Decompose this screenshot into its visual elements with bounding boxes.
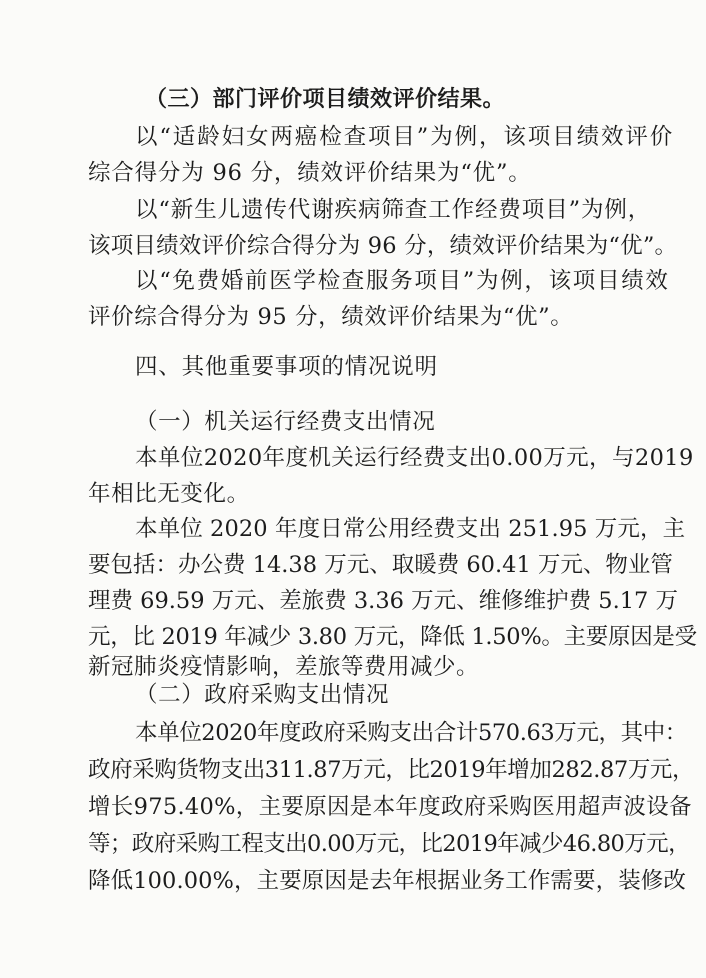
paragraph-line: 要包括：办公费 14.38 万元、取暖费 60.41 万元、物业管: [88, 552, 673, 578]
paragraph-line: 等；政府采购工程支出0.00万元，比2019年减少46.80万元，: [88, 831, 690, 857]
paragraph-line: 增长975.40%，主要原因是本年度政府采购医用超声波设备: [88, 794, 692, 820]
paragraph-line: 年相比无变化。: [88, 481, 250, 507]
paragraph-line: 评价综合得分为 95 分，绩效评价结果为“优”。: [88, 304, 574, 330]
paragraph-line: 理费 69.59 万元、差旅费 3.36 万元、维修维护费 5.17 万: [88, 588, 679, 614]
paragraph-line: 本单位2020年度政府采购支出合计570.63万元，其中：: [135, 720, 687, 746]
paragraph-line: 该项目绩效评价综合得分为 96 分，绩效评价结果为“优”。: [88, 233, 678, 259]
paragraph-line: 综合得分为 96 分，绩效评价结果为“优”。: [88, 160, 532, 186]
paragraph-line: 本单位2020年度机关运行经费支出0.00万元，与2019: [135, 445, 694, 471]
paragraph-line: 以“免费婚前医学检查服务项目”为例，该项目绩效: [135, 268, 670, 294]
paragraph-line: 元，比 2019 年减少 3.80 万元，降低 1.50%。主要原因是受: [88, 624, 697, 650]
paragraph-line: 政府采购货物支出311.87万元，比2019年增加282.87万元，: [88, 757, 695, 783]
paragraph-line: 降低100.00%，主要原因是去年根据业务工作需要，装修改: [88, 868, 687, 894]
paragraph-line: 本单位 2020 年度日常公用经费支出 251.95 万元，主: [135, 516, 686, 542]
paragraph-line: 以“新生儿遗传代谢疾病筛查工作经费项目”为例，: [135, 197, 652, 223]
subsection-heading-procurement: （二）政府采购支出情况: [135, 682, 390, 708]
section-heading-dept-evaluation: （三）部门评价项目绩效评价结果。: [145, 87, 506, 112]
paragraph-line: 以“适龄妇女两癌检查项目”为例，该项目绩效评价: [135, 124, 675, 150]
paragraph-line: 新冠肺炎疫情影响，差旅等费用减少。: [88, 654, 480, 680]
section-heading-other-matters: 四、其他重要事项的情况说明: [135, 354, 438, 380]
subsection-heading-operating-expenses: （一）机关运行经费支出情况: [135, 409, 436, 435]
